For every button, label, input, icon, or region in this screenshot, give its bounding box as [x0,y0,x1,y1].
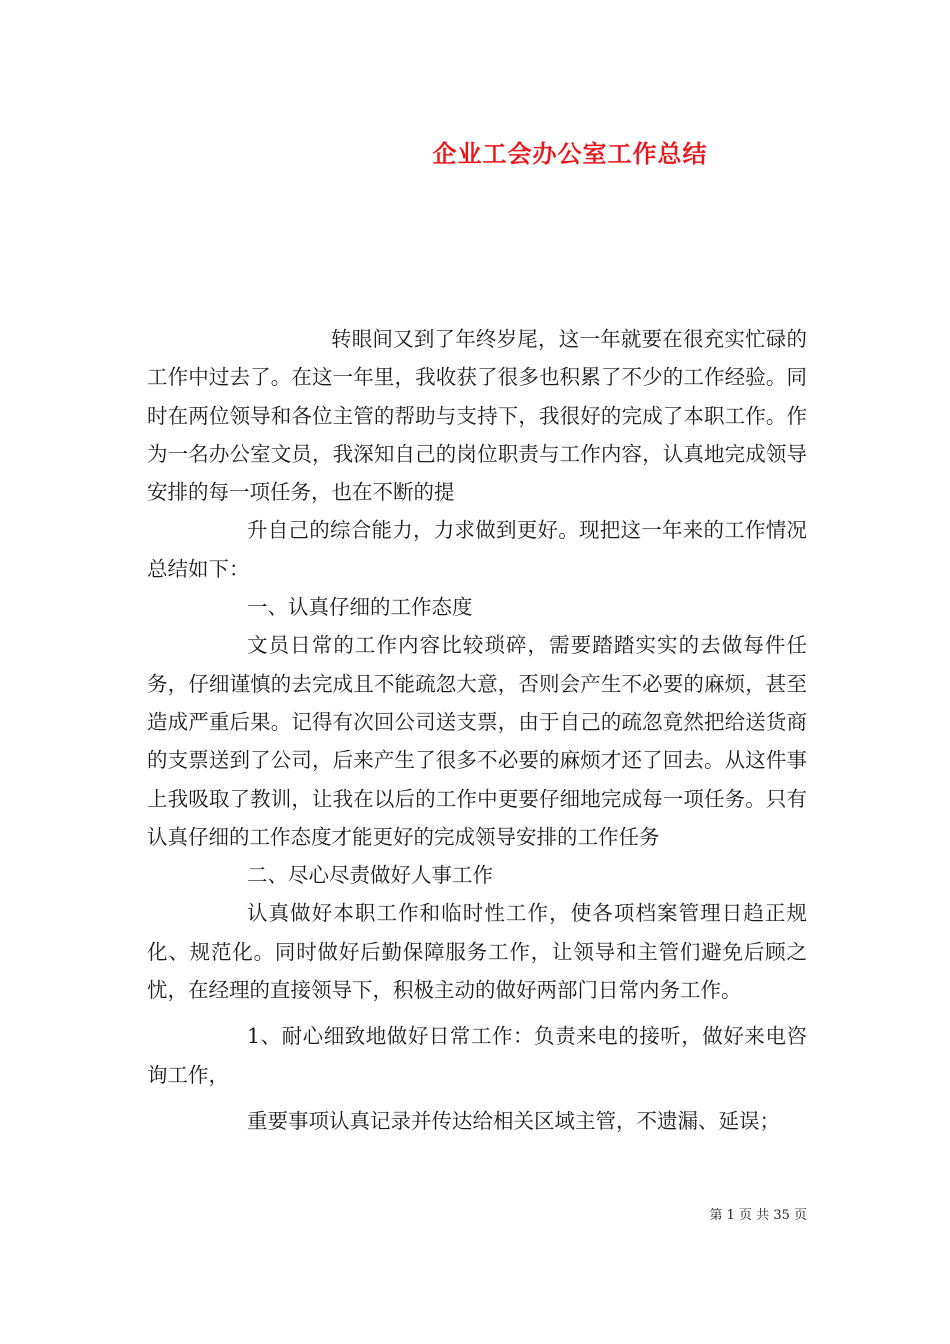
document-body [147,320,807,1140]
page-number: 第 1 页 共 35 页 [709,1208,807,1223]
paragraph-item-1-continued: 重要事项认真记录并传达给相关区域主管，不遗漏、延误； [247,1108,780,1133]
paragraph-section-1: 文员日常的工作内容比较琐碎，需要踏踏实实的去做每件任务，仔细谨慎的去完成且不能疏忽大意，否则会产生不必要的麻烦，甚至造成严重后果。记得有次回公司送支票，由于自己的疏忽竟然把给送货商的支票送到了公司，后来产生了很多不必要的麻烦才还了回去。从这件事上我吸取了教训，让我在以后的工作中更要仔细地完成每一项任务。只有认真仔细的工作态度才能更好的完成领导安排的工作任务 [147,633,807,849]
document-title: 企业工会办公室工作总结 [432,139,708,168]
section-heading-1: 一、认真仔细的工作态度 [247,595,473,620]
paragraph-intro: 转眼间又到了年终岁尾，这一年就要在很充实忙碌的工作中过去了。在这一年里，我收获了很多也积累了不少的工作经验。同时在两位领导和各位主管的帮助与支持下，我很好的完成了本职工作。作为一名办公室文员，我深知自己的岗位职责与工作内容，认真地完成领导安排的每一项任务，也在不断的提 [147,327,807,505]
paragraph-intro-continued: 升自己的综合能力，力求做到更好。现把这一年来的工作情况总结如下： [147,518,807,581]
section-heading-2: 二、尽心尽责做好人事工作 [247,863,493,888]
paragraph-section-2: 认真做好本职工作和临时性工作，使各项档案管理日趋正规化、规范化。同时做好后勤保障服务工作，让领导和主管们避免后顾之忧，在经理的直接领导下，积极主动的做好两部门日常内务工作。 [147,901,807,1003]
paragraph-item-1: 1、耐心细致地做好日常工作：负责来电的接听，做好来电咨询工作， [147,1024,807,1087]
